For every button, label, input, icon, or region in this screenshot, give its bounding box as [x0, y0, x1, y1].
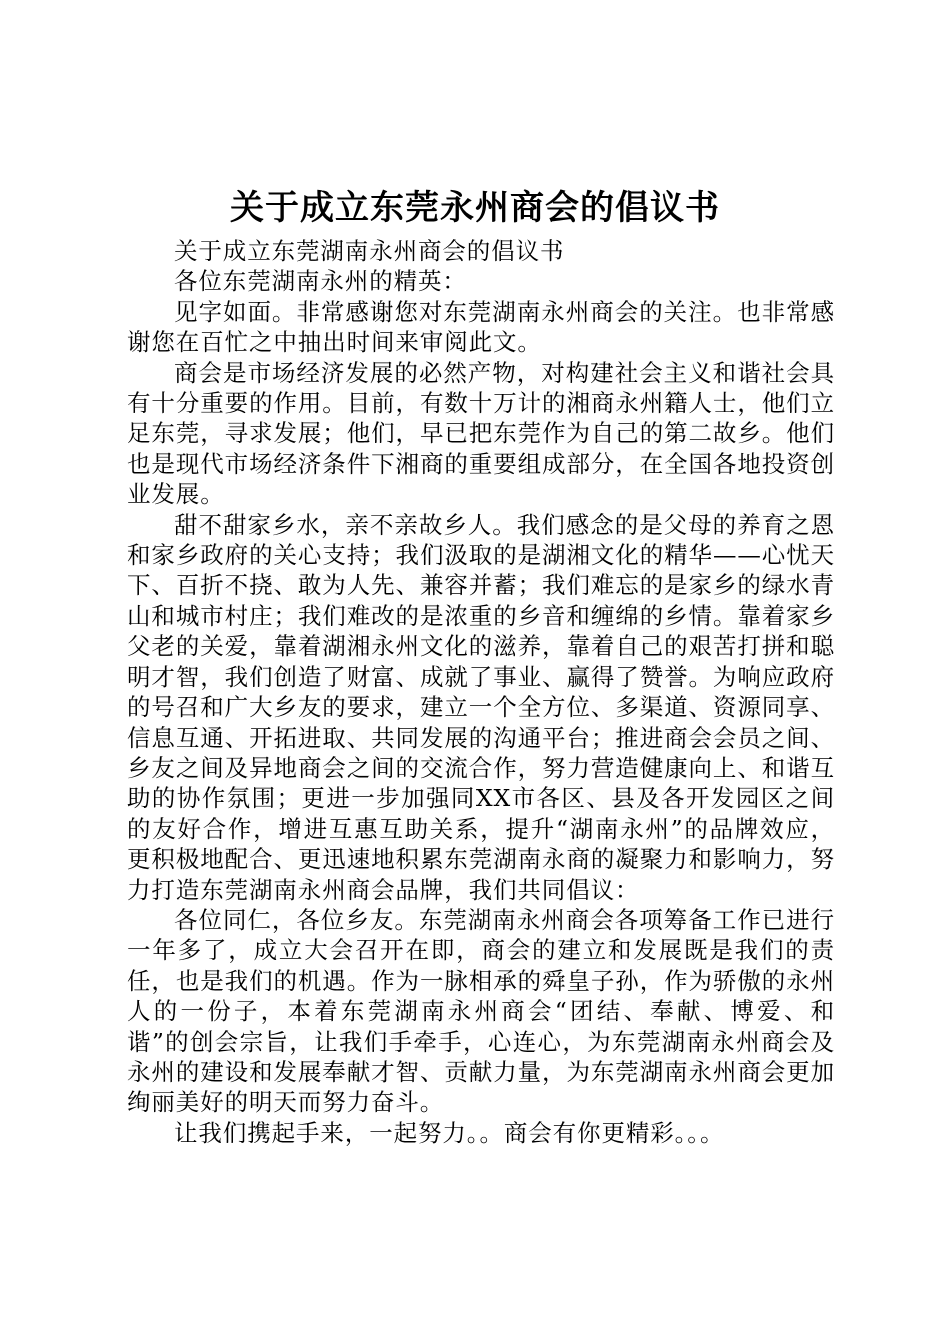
paragraph-closing: 让我们携起手来，一起努力。。商会有你更精彩。。。	[174, 1118, 725, 1147]
paragraph-subtitle: 关于成立东莞湖南永州商会的倡议书	[174, 237, 565, 265]
document-title: 关于成立东莞永州商会的倡议书	[230, 188, 720, 228]
paragraph: 各位同仁，各位乡友。东莞湖南永州商会各项筹备工作已进行一年多了，成立大会召开在即，商会的建立和发展既是我们的责任，也是我们的机遇。作为一脉相承的舜皇子孙，作为骄傲的永州人的一份子，本着东莞湖南永州商会“团结、奉献、博爱、和谐”的创会宗旨，让我们手牵手，心连心，为东莞湖南永州商会及永州的建设和发展奉献才智、贡献力量，为东莞湖南永州商会更加绚丽美好的明天而努力奋斗。	[127, 905, 835, 1117]
paragraph-salutation: 各位东莞湖南永州的精英：	[174, 267, 467, 296]
paragraph: 商会是市场经济发展的必然产物，对构建社会主义和谐社会具有十分重要的作用。目前，有数十万计的湘商永州籍人士，他们立足东莞，寻求发展；他们，早已把东莞作为自己的第二故乡。他们也是现代市场经济条件下湘商的重要组成部分，在全国各地投资创业发展。	[127, 358, 835, 509]
paragraph: 甜不甜家乡水，亲不亲故乡人。我们感念的是父母的养育之恩和家乡政府的关心支持；我们汲取的是湖湘文化的精华——心忧天下、百折不挠、敢为人先、兼容并蓄；我们难忘的是家乡的绿水青山和城市村庄；我们难改的是浓重的乡音和缠绵的乡情。靠着家乡父老的关爱，靠着湖湘永州文化的滋养，靠着自己的艰苦打拼和聪明才智，我们创造了财富、成就了事业、赢得了赞誉。为响应政府的号召和广大乡友的要求，建立一个全方位、多渠道、资源同享、信息互通、开拓进取、共同发展的沟通平台；推进商会会员之间、乡友之间及异地商会之间的交流合作，努力营造健康向上、和谐互助的协作氛围；更进一步加强同XX市各区、县及各开发园区之间的友好合作，增进互惠互助关系，提升“湖南永州”的品牌效应，更积极地配合、更迅速地积累东莞湖南永商的凝聚力和影响力，努力打造东莞湖南永州商会品牌，我们共同倡议：	[127, 510, 835, 904]
paragraph: 见字如面。非常感谢您对东莞湖南永州商会的关注。也非常感谢您在百忙之中抽出时间来审阅此文。	[127, 297, 835, 357]
document-body	[127, 236, 835, 1148]
